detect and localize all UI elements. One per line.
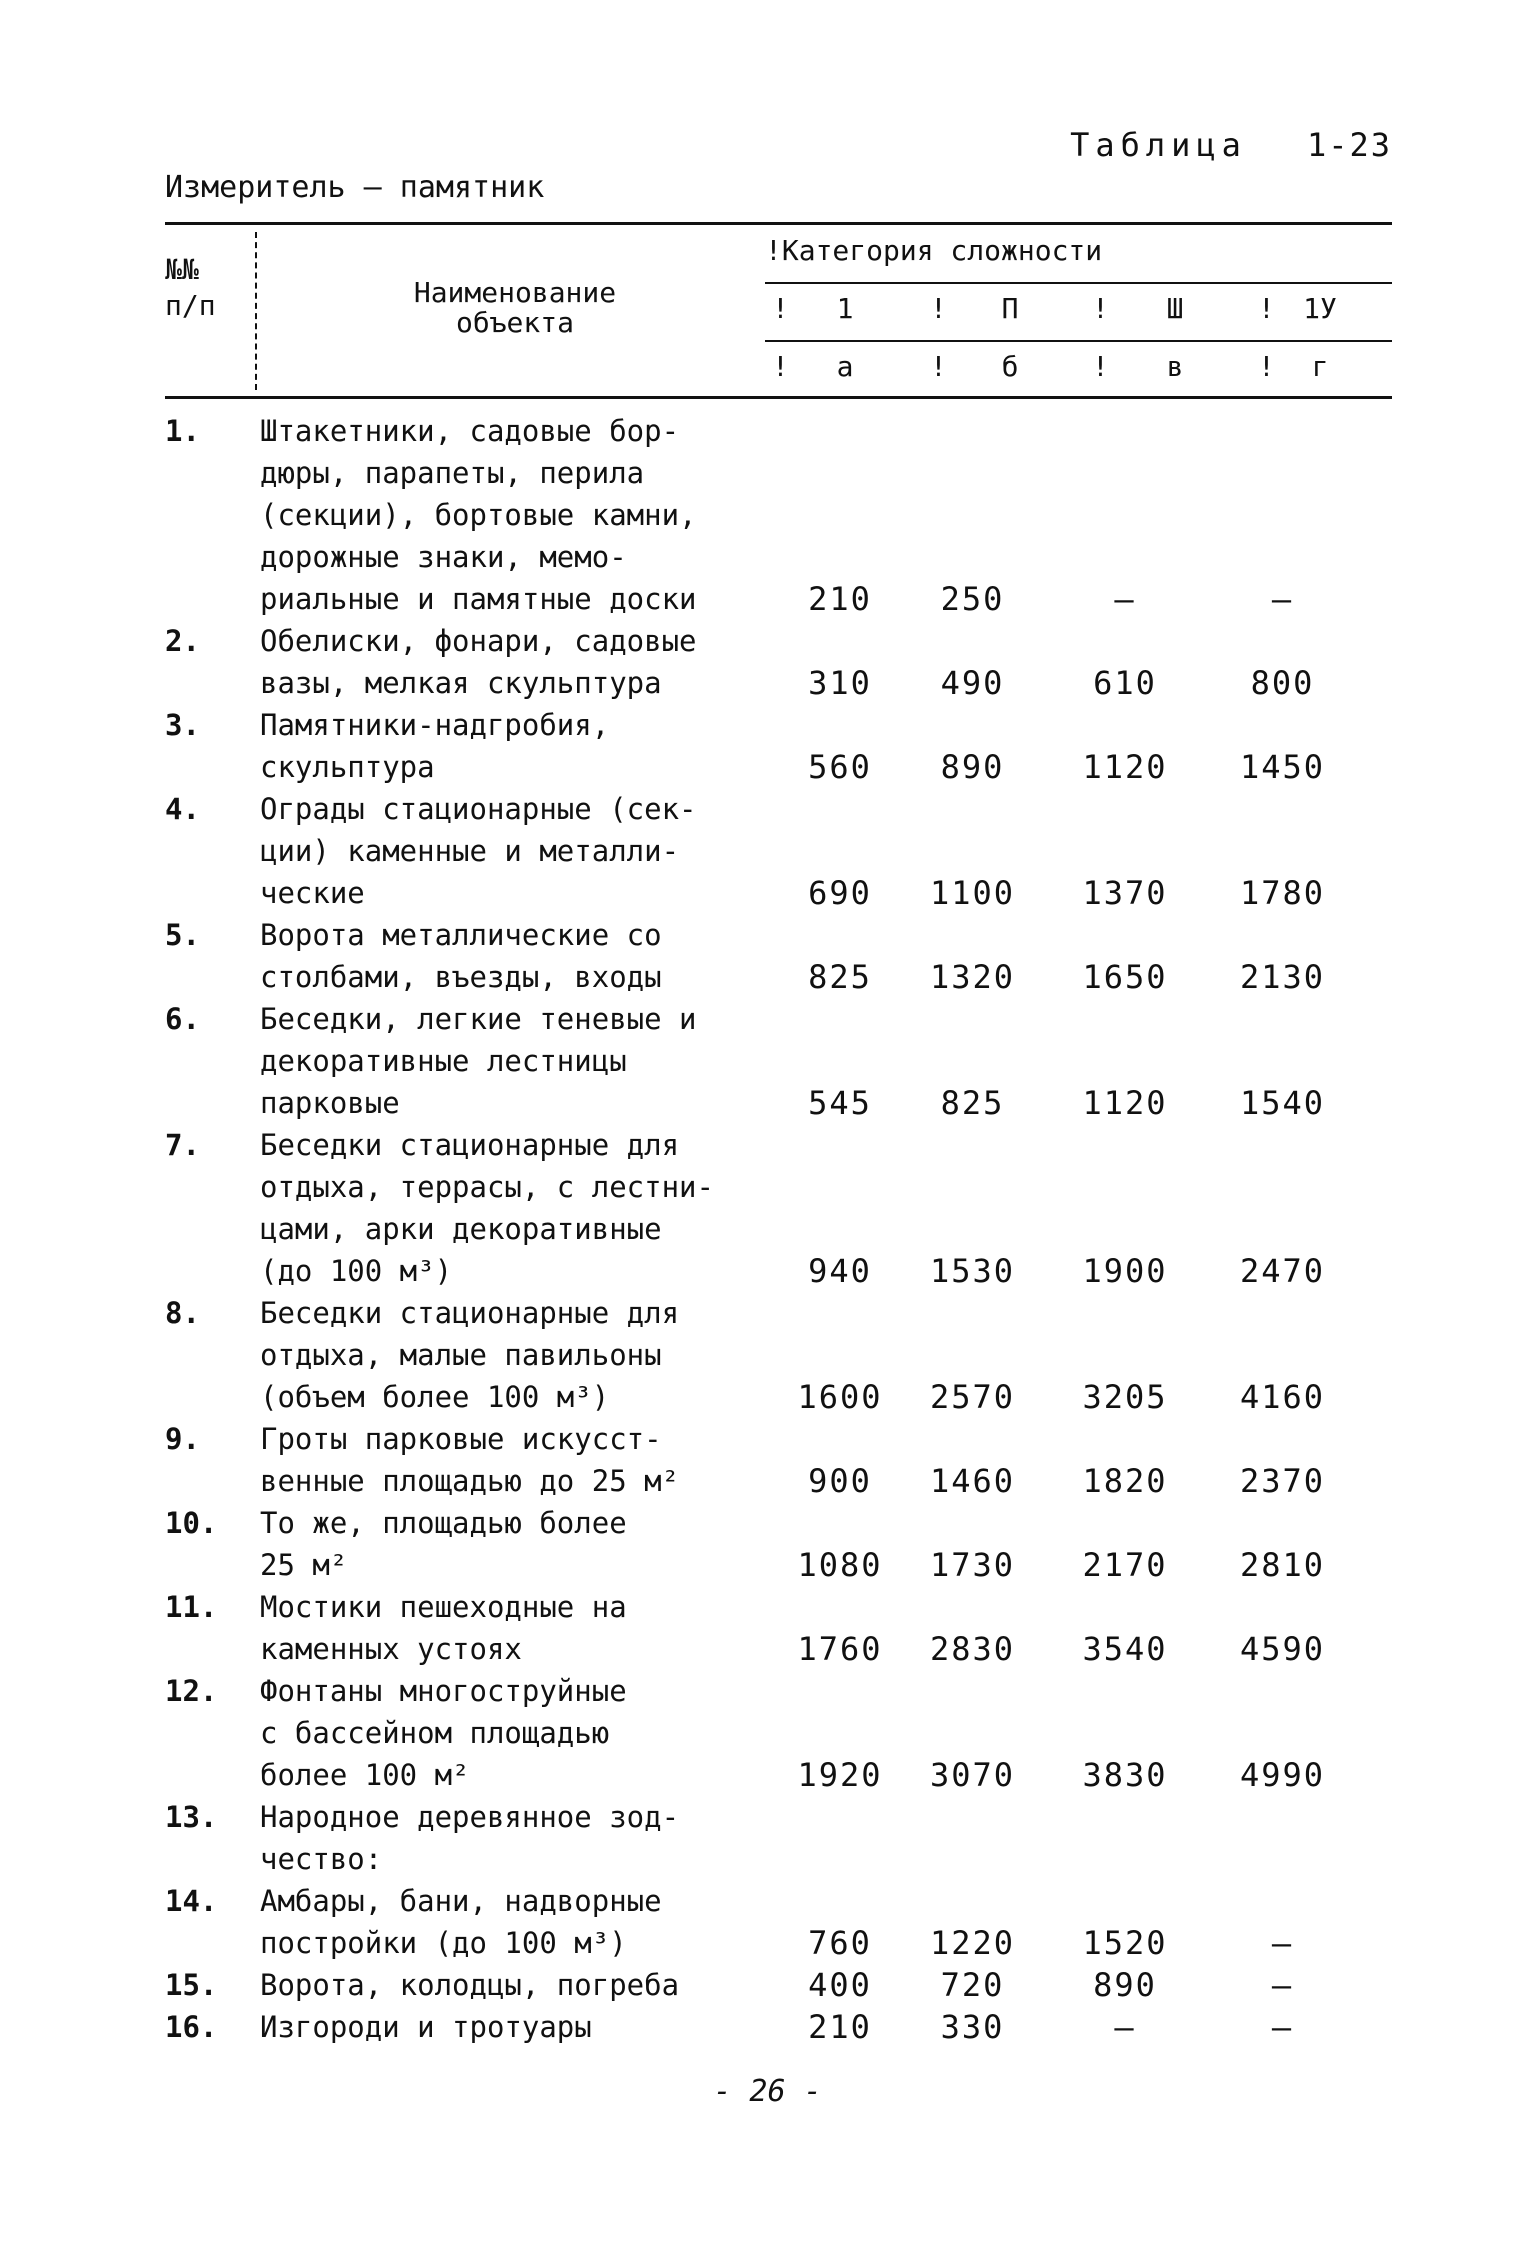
row-number: 10. — [165, 1506, 218, 1540]
row-value-cat-2: 330 — [940, 2008, 1005, 2046]
row-object-name: Ворота металлические со столбами, въезды, входы — [260, 918, 662, 994]
table-row — [165, 410, 1392, 620]
row-object-name: Ворота, колодцы, погреба — [260, 1968, 680, 2002]
table-number: 1-23 — [1306, 126, 1392, 164]
row-value-cat-3: 3205 — [1082, 1378, 1168, 1416]
row-value-cat-3: 1820 — [1082, 1462, 1168, 1500]
table-row — [165, 1502, 1392, 1586]
row-number: 6. — [165, 1002, 200, 1036]
page-number: - 26 - — [713, 2074, 822, 2109]
row-value-cat-3: 1120 — [1082, 1084, 1168, 1122]
column-separator-mark: ! — [1258, 292, 1275, 325]
category-4: 1У — [1303, 292, 1337, 325]
row-object-name: Народное деревянное зод- чество: — [260, 1800, 680, 1876]
row-value-cat-2: 720 — [940, 1966, 1005, 2004]
row-value-cat-4: 2130 — [1239, 958, 1326, 996]
header-rule-1 — [765, 282, 1392, 284]
table-row — [165, 1292, 1392, 1418]
row-value-cat-1: 900 — [808, 1462, 872, 1500]
table-label — [1070, 126, 1392, 164]
row-value-cat-4: – — [1271, 1966, 1294, 2004]
column-separator-mark: ! — [1258, 350, 1275, 383]
row-number: 14. — [165, 1884, 218, 1918]
row-value-cat-3: – — [1114, 2008, 1136, 2046]
header-column-divider — [255, 232, 257, 390]
row-number: 1. — [165, 414, 200, 448]
row-value-cat-4: 2470 — [1239, 1252, 1326, 1290]
table-row — [165, 1796, 1392, 1880]
row-value-cat-3: 3830 — [1082, 1756, 1168, 1794]
row-value-cat-2: 2830 — [929, 1630, 1016, 1668]
row-value-cat-1: 1600 — [797, 1378, 883, 1416]
row-object-name: Амбары, бани, надворные постройки (до 100 м³) — [260, 1884, 662, 1960]
header-rule-2 — [765, 340, 1392, 342]
row-value-cat-1: 400 — [808, 1966, 872, 2004]
row-value-cat-1: 545 — [808, 1084, 872, 1122]
row-value-cat-3: 1520 — [1082, 1924, 1168, 1962]
column-separator-mark: ! — [772, 292, 789, 325]
table-row — [165, 998, 1392, 1124]
row-value-cat-2: 1220 — [929, 1924, 1016, 1962]
row-number: 8. — [165, 1296, 200, 1330]
row-value-cat-2: 1530 — [929, 1252, 1016, 1290]
row-value-cat-2: 490 — [940, 664, 1005, 702]
row-number: 15. — [165, 1968, 218, 2002]
category-header: !Категория сложности — [765, 234, 1103, 267]
row-value-cat-4: 4590 — [1239, 1630, 1326, 1668]
row-value-cat-2: 1460 — [929, 1462, 1016, 1500]
title-line — [165, 126, 1392, 166]
row-value-cat-4: 1780 — [1239, 874, 1326, 912]
column-separator-mark: ! — [1092, 292, 1109, 325]
row-object-name: Штакетники, садовые бор- дюры, парапеты, перила (секции), бортовые камни, дорожные знаки, мемо- риальные и памятные доски — [260, 414, 697, 616]
table-header-bottom-rule — [165, 396, 1392, 399]
row-number: 12. — [165, 1674, 218, 1708]
category-letter-1: а — [836, 350, 854, 383]
row-value-cat-4: 1540 — [1239, 1084, 1326, 1122]
row-value-cat-4: 4990 — [1239, 1756, 1326, 1794]
row-object-name: Беседки, легкие теневые и декоративные лестницы парковые — [260, 1002, 697, 1120]
row-value-cat-1: 1760 — [797, 1630, 883, 1668]
category-2: П — [1001, 292, 1019, 325]
row-value-cat-3: 1900 — [1082, 1252, 1168, 1290]
row-value-cat-4: 4160 — [1239, 1378, 1326, 1416]
category-letter-2: б — [1001, 350, 1019, 383]
row-number: 13. — [165, 1800, 218, 1834]
row-value-cat-1: 210 — [808, 2008, 872, 2046]
row-value-cat-2: 890 — [940, 748, 1005, 786]
category-1: 1 — [836, 292, 854, 325]
row-number: 4. — [165, 792, 200, 826]
category-letter-4: г — [1311, 350, 1329, 383]
column-separator-mark: ! — [1092, 350, 1109, 383]
table-top-rule — [165, 222, 1392, 225]
name-column-header: Наименование объекта — [413, 276, 617, 339]
table-row — [165, 914, 1392, 998]
row-object-name: Беседки стационарные для отдыха, малые павильоны (объем более 100 м³) — [260, 1296, 680, 1414]
number-column-header: №№ п/п — [165, 253, 216, 322]
row-object-name: То же, площадью более 25 м² — [260, 1506, 627, 1582]
row-value-cat-4: – — [1271, 2008, 1294, 2046]
row-object-name: Изгороди и тротуары — [260, 2010, 592, 2044]
table-row — [165, 704, 1392, 788]
row-value-cat-4: 1450 — [1239, 748, 1326, 786]
row-number: 5. — [165, 918, 200, 952]
row-value-cat-2: 3070 — [929, 1756, 1016, 1794]
column-separator-mark: ! — [930, 292, 947, 325]
table-row — [165, 2006, 1392, 2048]
row-object-name: Мостики пешеходные на каменных устоях — [260, 1590, 627, 1666]
row-value-cat-4: 800 — [1250, 664, 1315, 702]
row-number: 11. — [165, 1590, 218, 1624]
table-row — [165, 1418, 1392, 1502]
row-value-cat-3: 2170 — [1082, 1546, 1168, 1584]
table-label-word: Таблица — [1070, 126, 1247, 164]
row-object-name: Памятники-надгробия, скульптура — [260, 708, 610, 784]
row-number: 16. — [165, 2010, 218, 2044]
row-value-cat-3: 1370 — [1082, 874, 1168, 912]
row-number: 9. — [165, 1422, 200, 1456]
row-value-cat-4: – — [1271, 580, 1294, 618]
row-number: 7. — [165, 1128, 200, 1162]
row-object-name: Фонтаны многоструйные с бассейном площадью более 100 м² — [260, 1674, 627, 1792]
column-separator-mark: ! — [772, 350, 789, 383]
table-row — [165, 788, 1392, 914]
row-value-cat-4: 2370 — [1239, 1462, 1326, 1500]
table-row — [165, 1586, 1392, 1670]
row-value-cat-2: 1320 — [929, 958, 1016, 996]
row-value-cat-1: 1080 — [797, 1546, 883, 1584]
row-number: 2. — [165, 624, 200, 658]
row-value-cat-1: 760 — [808, 1924, 872, 1962]
table-row — [165, 1880, 1392, 1964]
row-value-cat-1: 310 — [808, 664, 872, 702]
row-value-cat-4: – — [1271, 1924, 1294, 1962]
meter-caption: Измеритель – памятник — [165, 170, 545, 205]
row-value-cat-3: 3540 — [1082, 1630, 1168, 1668]
row-value-cat-1: 690 — [808, 874, 872, 912]
category-letter-3: в — [1166, 350, 1184, 383]
row-value-cat-4: 2810 — [1239, 1546, 1326, 1584]
row-value-cat-2: 1100 — [929, 874, 1016, 912]
table-row — [165, 1670, 1392, 1796]
row-value-cat-1: 560 — [808, 748, 872, 786]
table-row — [165, 1964, 1392, 2006]
table-row — [165, 1124, 1392, 1292]
category-3: Ш — [1166, 292, 1184, 325]
row-value-cat-2: 825 — [940, 1084, 1005, 1122]
row-object-name: Гроты парковые искусст- венные площадью до 25 м² — [260, 1422, 680, 1498]
row-value-cat-1: 825 — [808, 958, 872, 996]
row-value-cat-3: 890 — [1093, 1966, 1157, 2004]
row-object-name: Обелиски, фонари, садовые вазы, мелкая скульптура — [260, 624, 697, 700]
row-number: 3. — [165, 708, 200, 742]
row-value-cat-2: 2570 — [929, 1378, 1016, 1416]
table-body — [165, 410, 1392, 2048]
row-value-cat-3: 1120 — [1082, 748, 1168, 786]
row-object-name: Ограды стационарные (сек- ции) каменные и металли- ческие — [260, 792, 697, 910]
row-value-cat-3: 1650 — [1082, 958, 1168, 996]
row-value-cat-3: – — [1114, 580, 1136, 618]
row-value-cat-2: 1730 — [929, 1546, 1016, 1584]
column-separator-mark: ! — [930, 350, 947, 383]
row-value-cat-1: 940 — [808, 1252, 872, 1290]
row-value-cat-2: 250 — [940, 580, 1005, 618]
row-value-cat-3: 610 — [1093, 664, 1157, 702]
row-value-cat-1: 1920 — [797, 1756, 883, 1794]
row-object-name: Беседки стационарные для отдыха, террасы, с лестни- цами, арки декоративные (до 100 м³) — [260, 1128, 714, 1288]
row-value-cat-1: 210 — [808, 580, 872, 618]
table-row — [165, 620, 1392, 704]
